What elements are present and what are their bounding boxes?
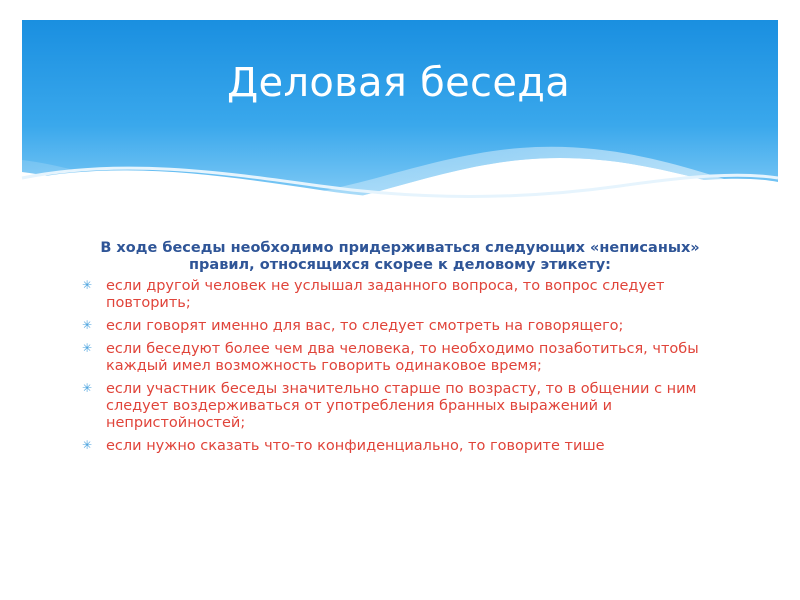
slide-content	[80, 240, 720, 461]
intro-text: В ходе беседы необходимо придерживаться следующих «неписаных» правил, относящихся скорее к деловому этикету:	[100, 240, 700, 273]
star-bullet-icon: ✳	[82, 278, 93, 292]
list-item-text: если беседуют более чем два человека, то необходимо позаботиться, чтобы каждый имел возможность говорить одинаковое время;	[106, 341, 699, 374]
list-item	[80, 438, 720, 455]
star-bullet-icon: ✳	[82, 318, 93, 332]
bullet-list	[80, 278, 720, 455]
list-item	[80, 318, 720, 335]
list-item-text: если участник беседы значительно старше по возрасту, то в общении с ним следует воздерживаться от употребления бранных выражений и непристойностей;	[106, 381, 697, 431]
list-item-text: если говорят именно для вас, то следует смотреть на говорящего;	[106, 318, 624, 334]
list-item	[80, 381, 720, 432]
list-item-text: если нужно сказать что-то конфиденциально, то говорите тише	[106, 438, 605, 454]
list-item-text: если другой человек не услышал заданного вопроса, то вопрос следует повторить;	[106, 278, 665, 311]
star-bullet-icon: ✳	[82, 381, 93, 395]
list-item	[80, 278, 720, 312]
slide-title: Деловая беседа	[227, 60, 571, 106]
list-item	[80, 341, 720, 375]
star-bullet-icon: ✳	[82, 438, 93, 452]
star-bullet-icon: ✳	[82, 341, 93, 355]
